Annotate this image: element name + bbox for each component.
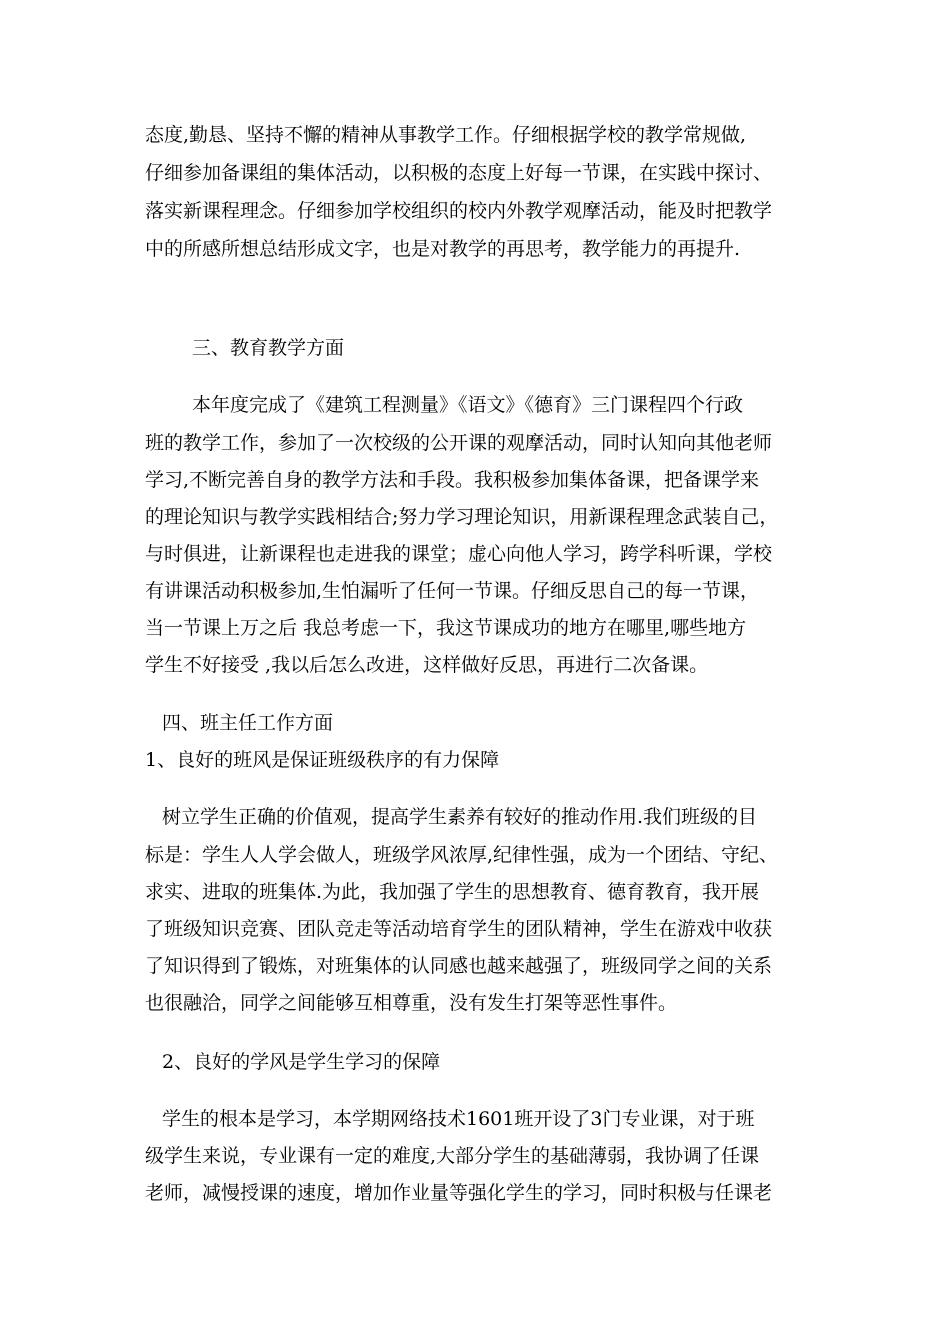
paragraph-line: 的理论知识与教学实践相结合;努力学习理论知识，用新课程理念武装自己， [145, 506, 779, 528]
paragraph-line: 了班级知识竞赛、团队竞走等活动培育学生的团队精神，学生在游戏中收获 [145, 918, 773, 940]
section-heading: 四、班主任工作方面 [162, 712, 334, 734]
subsection-heading: 2、良好的学风是学生学习的保障 [162, 1051, 441, 1073]
paragraph-line: 本年度完成了《建筑工程测量》《语文》《德育》三门课程四个行政 [192, 394, 744, 416]
paragraph-line: 老师，减慢授课的速度，增加作业量等强化学生的学习，同时积极与任课老 [145, 1182, 773, 1204]
paragraph-line: 班的教学工作，参加了一次校级的公开课的观摩活动，同时认知向其他老师 [145, 432, 773, 454]
paragraph-line: 标是：学生人人学会做人，班级学风浓厚,纪律性强，成为一个团结、守纪、 [145, 844, 779, 866]
paragraph-line: 学习,不断完善自身的教学方法和手段。我积极参加集体备课，把备课学来 [145, 469, 760, 491]
paragraph-line: 树立学生正确的价值观，提高学生素养有较好的推动作用.我们班级的目 [162, 806, 758, 828]
paragraph-line: 了知识得到了锻炼，对班集体的认同感也越来越强了，班级同学之间的关系 [145, 955, 773, 977]
paragraph-line: 落实新课程理念。仔细参加学校组织的校内外教学观摩活动，能及时把教学 [145, 200, 773, 222]
subsection-heading: 1、良好的班风是保证班级秩序的有力保障 [145, 749, 500, 771]
paragraph-line: 学生不好接受 ,我以后怎么改进，这样做好反思，再进行二次备课。 [145, 654, 709, 676]
paragraph-line: 当一节课上万之后 我总考虑一下，我这节课成功的地方在哪里,哪些地方 [145, 617, 747, 639]
paragraph-line: 求实、进取的班集体.为此，我加强了学生的思想教育、德育教育，我开展 [145, 881, 760, 903]
paragraph-line: 态度,勤恳、坚持不懈的精神从事教学工作。仔细根据学校的教学常规做, [145, 124, 747, 146]
section-heading: 三、教育教学方面 [192, 337, 345, 359]
paragraph-line: 级学生来说，专业课有一定的难度,大部分学生的基础薄弱，我协调了任课 [145, 1145, 760, 1167]
paragraph-line: 中的所感所想总结形成文字，也是对教学的再思考，教学能力的再提升. [145, 238, 741, 260]
paragraph-line: 也很融洽，同学之间能够互相尊重，没有发生打架等恶性事件。 [145, 992, 678, 1014]
paragraph-line: 学生的根本是学习，本学期网络技术1601班开设了3门专业课，对于班 [162, 1108, 755, 1130]
paragraph-line: 仔细参加备课组的集体活动，以积极的态度上好每一节课，在实践中探讨、 [145, 162, 773, 184]
paragraph-line: 有讲课活动积极参加,生怕漏听了任何一节课。仔细反思自己的每一节课， [145, 580, 760, 602]
paragraph-line: 与时俱进，让新课程也走进我的课堂；虚心向他人学习，跨学科听课，学校 [145, 543, 773, 565]
